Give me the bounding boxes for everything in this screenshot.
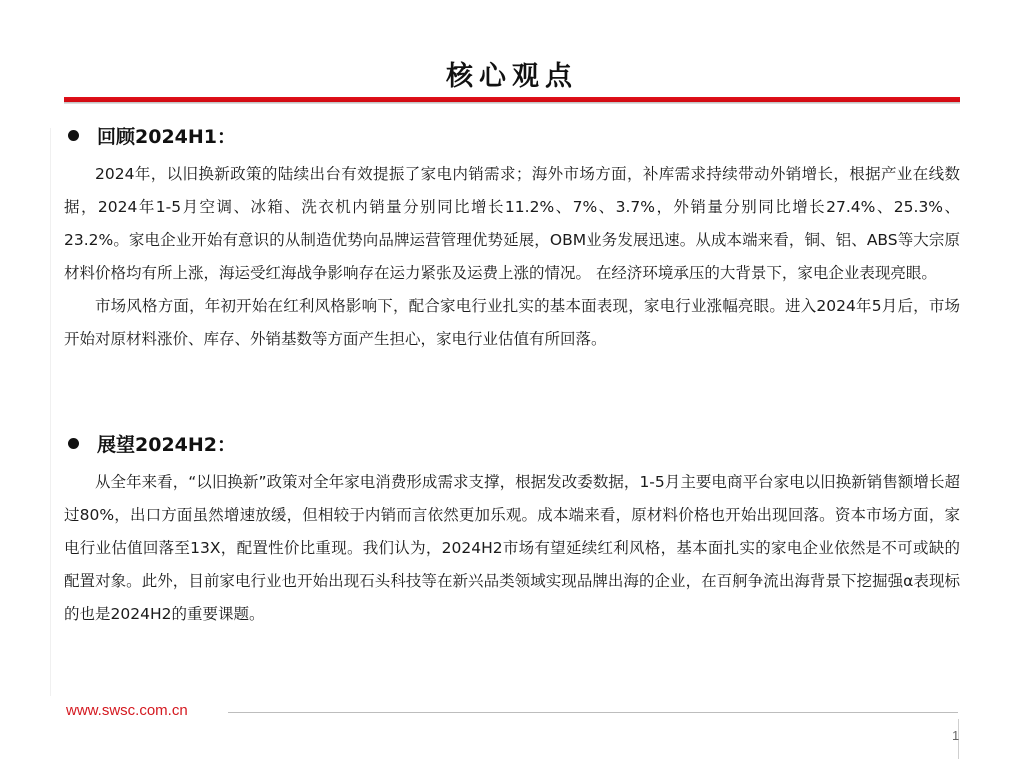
section-review [64, 120, 960, 356]
section-heading-text: 展望2024H2： [97, 433, 237, 456]
section-heading [64, 428, 960, 458]
section-outlook [64, 428, 960, 631]
bullet-icon [68, 438, 79, 449]
paragraph: 从全年来看，“以旧换新”政策对全年家电消费形成需求支撑，根据发改委数据，1-5月主要电商平台家电以旧换新销售额增长超过80%，出口方面虽然增速放缓，但相较于内销而言依然更加乐观。成本端来看，原材料价格也开始出现回落。资本市场方面，家电行业估值回落至13X，配置性价比重现。我们认为，2024H2市场有望延续红利风格，基本面扎实的家电企业依然是不可或缺的配置对象。此外，目前家电行业也开始出现石头科技等在新兴品类领域实现品牌出海的企业，在百舸争流出海背景下挖掘强α表现标的也是2024H2的重要课题。 [64, 473, 960, 623]
section-heading [64, 120, 960, 150]
side-divider [50, 128, 51, 696]
paragraph: 2024年，以旧换新政策的陆续出台有效提振了家电内销需求；海外市场方面，补库需求持续带动外销增长，根据产业在线数据，2024年1-5月空调、冰箱、洗衣机内销量分别同比增长11.2%、7%、3.7%，外销量分别同比增长27.4%、25.3%、23.2%。家电企业开始有意识的从制造优势向品牌运营管理优势延展，OBM业务发展迅速。从成本端来看，铜、铝、ABS等大宗原材料价格均有所上涨，海运受红海战争影响存在运力紧张及运费上涨的情况。 在经济环境承压的大背景下，家电企业表现亮眼。 [64, 165, 960, 282]
page-number: 1 [952, 728, 960, 743]
title-rule [64, 97, 960, 104]
bullet-icon [68, 130, 79, 141]
paragraph: 市场风格方面，年初开始在红利风格影响下，配合家电行业扎实的基本面表现，家电行业涨幅亮眼。进入2024年5月后，市场开始对原材料涨价、库存、外销基数等方面产生担心，家电行业估值有所回落。 [64, 297, 960, 348]
section-heading-text: 回顾2024H1： [97, 125, 237, 148]
footer-url: www.swsc.com.cn [66, 702, 188, 719]
footer-rule [228, 712, 958, 713]
page-title: 核心观点 [446, 61, 578, 92]
